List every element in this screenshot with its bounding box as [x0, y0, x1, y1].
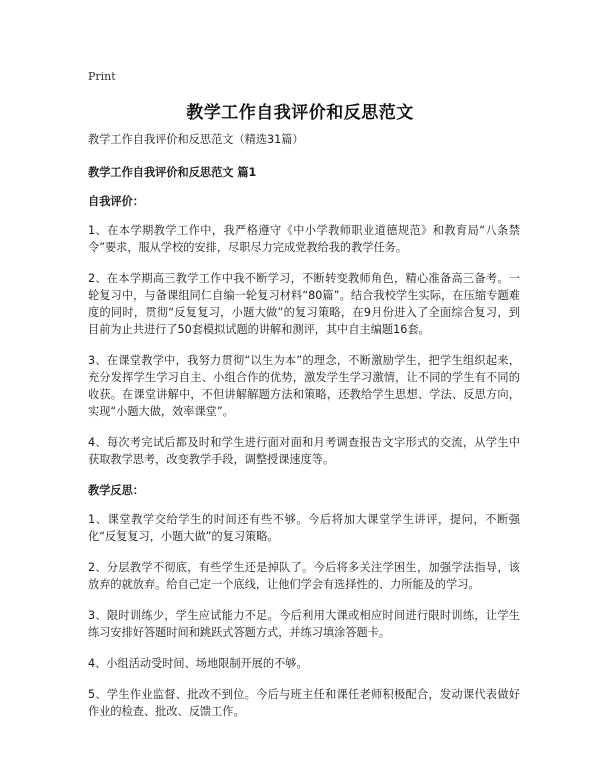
document-subtitle: 教学工作自我评价和反思范文（精选31篇）	[88, 133, 304, 146]
self-eval-paragraph-2: 2、在本学期高三教学工作中我不断学习，不断转变教师角色，精心准备高三备考。一轮复习中，与备课组同仁自编一轮复习材料“80篇”。结合我校学生实际，在压缩专题难度的同时，贯彻“反复复习，小题大做”的复习策略，在9月份进入了全面综合复习，到目前为止共进行了50套模拟试题的讲解和测评，其中自主编题16套。	[88, 272, 520, 336]
self-eval-paragraph-3: 3、在课堂教学中，我努力贯彻“以生为本”的理念，不断激励学生，把学生组织起来，充分发挥学生学习自主、小组合作的优势，激发学生学习激情，让不同的学生有不同的收获。在课堂讲解中，不但讲解解题方法和策略，还教给学生思想、学法、反思方向，实现“小题大做，效率课堂”。	[88, 354, 520, 418]
document-title: 教学工作自我评价和反思范文	[186, 103, 414, 123]
reflection-paragraph-1: 1、课堂教学交给学生的时间还有些不够。今后将加大课堂学生讲评，提问，不断强化“反复复习，小题大做”的复习策略。	[88, 513, 520, 543]
print-link[interactable]: Print	[88, 70, 116, 83]
reflection-paragraph-4: 4、小组活动受时间、场地限制开展的不够。	[88, 657, 308, 670]
reflection-paragraph-3: 3、限时训练少，学生应试能力不足。今后利用大课或相应时间进行限时训练，让学生练习安排好答题时间和跳跃式答题方式，并练习填涂答题卡。	[88, 609, 520, 639]
self-eval-paragraph-1: 1、在本学期教学工作中，我严格遵守《中小学教师职业道德规范》和教育局“八条禁令”要求，服从学校的安排，尽职尽力完成党教给我的教学任务。	[88, 224, 520, 254]
reflection-heading: 教学反思：	[88, 484, 144, 497]
self-eval-heading: 自我评价：	[88, 195, 144, 208]
self-eval-paragraph-4: 4、每次考完试后都及时和学生进行面对面和月考调查报告文字形式的交流，从学生中获取教学思考，改变教学手段，调整授课速度等。	[88, 436, 520, 466]
reflection-paragraph-2: 2、分层教学不彻底，有些学生还是掉队了。今后将多关注学困生，加强学法指导，该放弃的就放弃。给自己定一个底线，让他们学会有选择性的、力所能及的学习。	[88, 561, 520, 591]
section-heading: 教学工作自我评价和反思范文 篇1	[88, 166, 257, 179]
reflection-paragraph-5: 5、学生作业监督、批改不到位。今后与班主任和课任老师积极配合，发动课代表做好作业的检查、批改、反馈工作。	[88, 688, 520, 718]
document-body	[88, 131, 520, 734]
